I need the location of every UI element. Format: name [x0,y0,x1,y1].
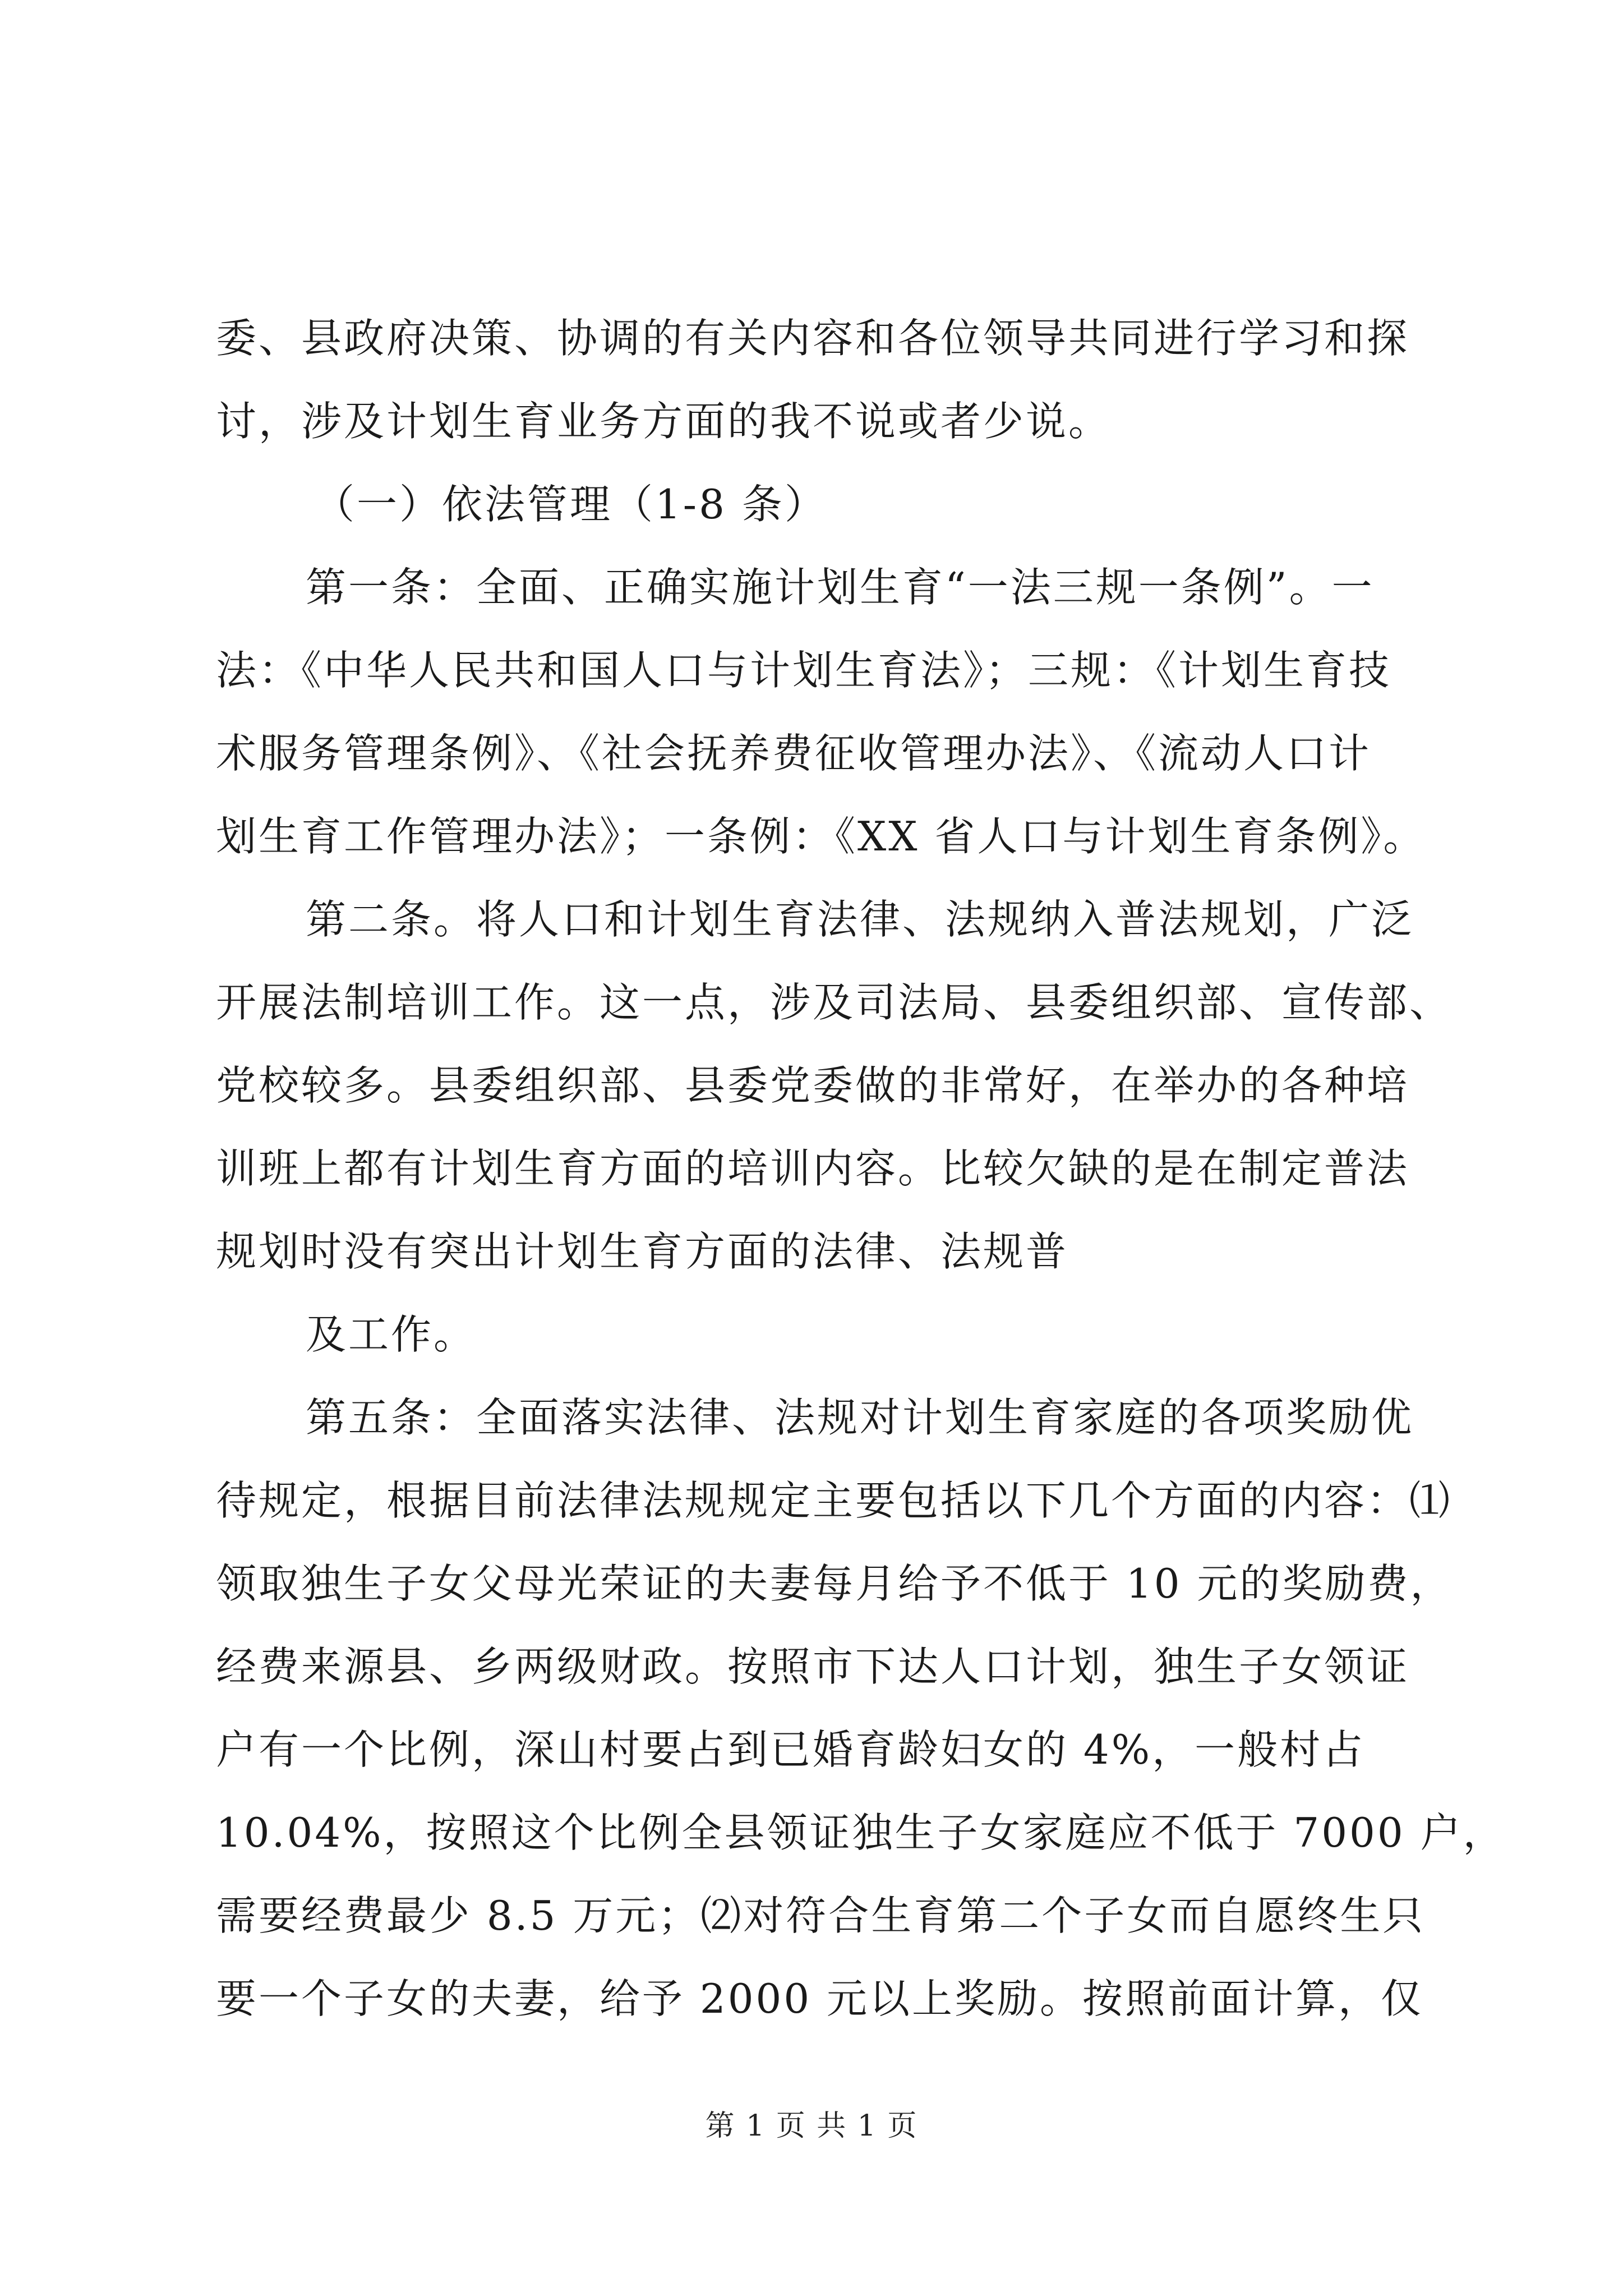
page-footer: 第 1 页 共 1 页 [705,2109,918,2143]
text-line: 第五条：全面落实法律、法规对计划生育家庭的各项奖励优 [306,1394,1414,1441]
text-line: 规划时没有突出计划生育方面的法律、法规普 [216,1228,1069,1275]
text-line: 要一个子女的夫妻，给予 2000 元以上奖励。按照前面计算，仅 [216,1975,1424,2022]
text-line: 训班上都有计划生育方面的培训内容。比较欠缺的是在制定普法 [216,1145,1410,1192]
text-line: 委、县政府决策、协调的有关内容和各位领导共同进行学习和探 [216,315,1410,362]
text-line: 经费来源县、乡两级财政。按照市下达人口计划，独生子女领证 [216,1643,1410,1690]
text-line: 领取独生子女父母光荣证的夫妻每月给予不低于 10 元的奖励费， [216,1560,1453,1607]
text-line: 待规定，根据目前法律法规规定主要包括以下几个方面的内容：⑴ [216,1477,1453,1524]
text-line: 法：《中华人民共和国人口与计划生育法》；三规：《计划生育技 [216,647,1392,694]
text-line: 第二条。将人口和计划生育法律、法规纳入普法规划，广泛 [306,896,1414,943]
text-line: 开展法制培训工作。这一点，涉及司法局、县委组织部、宣传部、 [216,979,1453,1026]
text-line: 及工作。 [306,1311,477,1358]
text-line: 第一条：全面、正确实施计划生育“一法三规一条例”。一 [306,564,1375,611]
text-line: 划生育工作管理办法》；一条例：《XX 省人口与计划生育条例》。 [216,813,1426,860]
text-line: 党校较多。县委组织部、县委党委做的非常好，在举办的各种培 [216,1062,1410,1109]
text-line: 需要经费最少 8.5 万元；⑵对符合生育第二个子女而自愿终生只 [216,1892,1426,1939]
text-line: 讨，涉及计划生育业务方面的我不说或者少说。 [216,398,1112,445]
section-heading: （一）依法管理（1-8 条） [314,481,827,528]
text-line: 10.04%，按照这个比例全县领证独生子女家庭应不低于 7000 户， [216,1809,1506,1856]
text-line: 术服务管理条例》、《社会抚养费征收管理办法》、《流动人口计 [216,730,1372,777]
text-line: 户有一个比例，深山村要占到已婚育龄妇女的 4%，一般村占 [216,1726,1366,1773]
